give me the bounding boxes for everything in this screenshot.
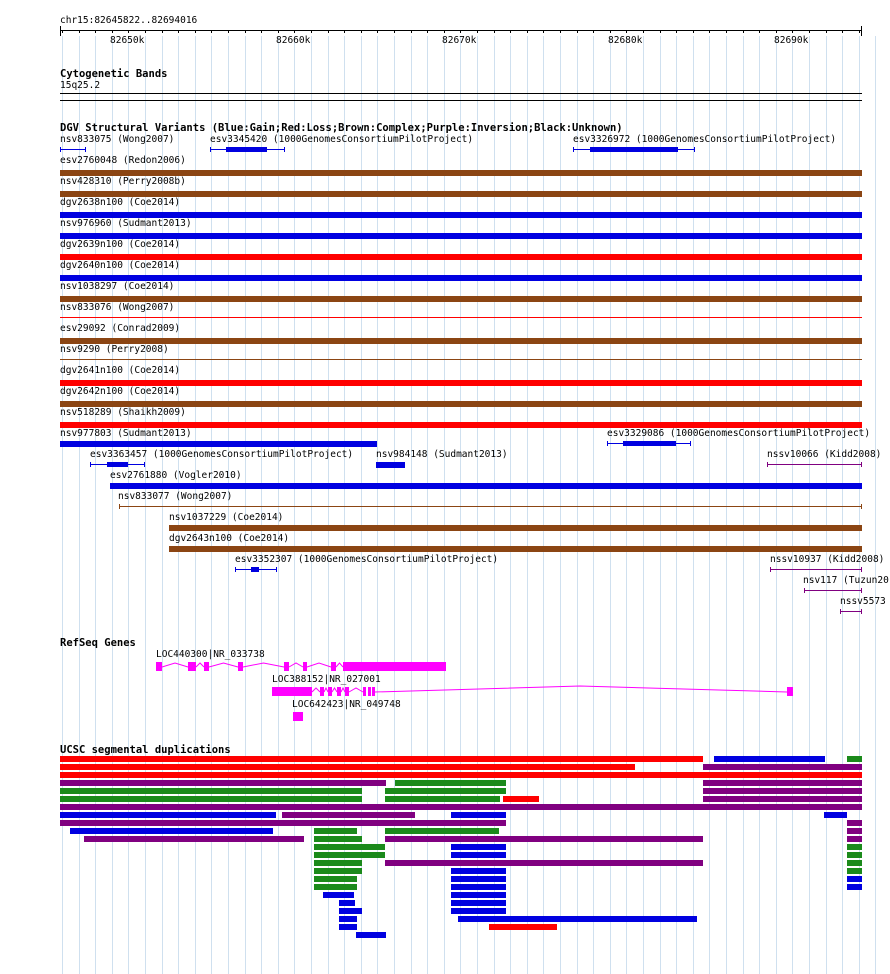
- segdup-feature[interactable]: [60, 788, 362, 794]
- segdup-feature[interactable]: [60, 772, 862, 778]
- segdup-feature[interactable]: [503, 796, 539, 802]
- segdup-feature[interactable]: [282, 812, 415, 818]
- dgv-variant-label[interactable]: nsv976960 (Sudmant2013): [60, 218, 192, 229]
- segdup-feature[interactable]: [314, 860, 362, 866]
- gene-exon[interactable]: [272, 687, 312, 696]
- gene-intron: [375, 686, 787, 692]
- dgv-variant-label[interactable]: dgv2639n100 (Coe2014): [60, 239, 181, 250]
- segdup-track-title[interactable]: UCSC segmental duplications: [60, 744, 231, 756]
- segdup-feature[interactable]: [60, 796, 362, 802]
- gene-label[interactable]: LOC388152|NR_027001: [272, 674, 381, 685]
- segdup-feature[interactable]: [60, 756, 703, 762]
- dgv-variant-label[interactable]: esv2761880 (Vogler2010): [110, 470, 242, 481]
- segdup-feature[interactable]: [60, 780, 386, 786]
- dgv-variant-label[interactable]: dgv2638n100 (Coe2014): [60, 197, 181, 208]
- dgv-variant-label[interactable]: nssv5573: [840, 596, 886, 607]
- segdup-feature[interactable]: [847, 860, 862, 866]
- gene-intron: [336, 663, 343, 667]
- cytoband-label[interactable]: 15q25.2: [60, 80, 101, 91]
- segdup-feature[interactable]: [451, 892, 506, 898]
- segdup-feature[interactable]: [356, 932, 386, 938]
- segdup-feature[interactable]: [385, 796, 500, 802]
- segdup-feature[interactable]: [395, 780, 506, 786]
- segdup-feature[interactable]: [323, 892, 354, 898]
- gene-exon[interactable]: [368, 687, 371, 696]
- segdup-feature[interactable]: [60, 764, 635, 770]
- gene-intron: [209, 663, 238, 667]
- dgv-variant-label[interactable]: dgv2642n100 (Coe2014): [60, 386, 181, 397]
- segdup-feature[interactable]: [339, 908, 362, 914]
- segdup-feature[interactable]: [60, 804, 862, 810]
- segdup-feature[interactable]: [703, 780, 862, 786]
- cytoband-track-title[interactable]: Cytogenetic Bands: [60, 68, 168, 80]
- gene-exon[interactable]: [372, 687, 375, 696]
- gene-intron: [307, 663, 331, 667]
- gene-label[interactable]: LOC440300|NR_033738: [156, 649, 265, 660]
- segdup-feature[interactable]: [451, 884, 506, 890]
- segdup-feature[interactable]: [703, 764, 862, 770]
- dgv-track-title[interactable]: DGV Structural Variants (Blue:Gain;Red:Loss;Brown:Complex;Purple:Inversion;Black:Unknown): [60, 122, 623, 134]
- dgv-variant-label[interactable]: nssv10066 (Kidd2008): [767, 449, 882, 460]
- gene-label[interactable]: LOC642423|NR_049748: [292, 699, 401, 710]
- dgv-variant-label[interactable]: nsv833075 (Wong2007): [60, 134, 175, 145]
- segdup-feature[interactable]: [385, 788, 506, 794]
- dgv-variant-label[interactable]: nsv1037229 (Coe2014): [169, 512, 284, 523]
- gene-exon[interactable]: [320, 687, 324, 696]
- segdup-feature[interactable]: [847, 876, 862, 882]
- dgv-variant-label[interactable]: nsv833077 (Wong2007): [118, 491, 233, 502]
- segdup-feature[interactable]: [314, 884, 357, 890]
- dgv-variant-label[interactable]: esv3326972 (1000GenomesConsortiumPilotProject): [573, 134, 837, 145]
- segdup-feature[interactable]: [451, 852, 506, 858]
- dgv-variant-label[interactable]: dgv2643n100 (Coe2014): [169, 533, 290, 544]
- segdup-feature[interactable]: [847, 844, 862, 850]
- region-coordinates: chr15:82645822..82694016: [60, 15, 198, 26]
- dgv-variant-label[interactable]: dgv2640n100 (Coe2014): [60, 260, 181, 271]
- ruler-tick-label: 82670k: [442, 35, 477, 46]
- ruler-tick-label: 82690k: [774, 35, 809, 46]
- segdup-feature[interactable]: [70, 828, 273, 834]
- segdup-feature[interactable]: [385, 836, 703, 842]
- segdup-feature[interactable]: [847, 828, 862, 834]
- segdup-feature[interactable]: [847, 852, 862, 858]
- dgv-variant-label[interactable]: esv3345420 (1000GenomesConsortiumPilotProject): [210, 134, 474, 145]
- segdup-feature[interactable]: [314, 876, 357, 882]
- segdup-feature[interactable]: [314, 852, 385, 858]
- ruler-tick-label: 82680k: [608, 35, 643, 46]
- segdup-feature[interactable]: [314, 868, 362, 874]
- ruler-tick-label: 82650k: [110, 35, 145, 46]
- gene-intron: [289, 663, 303, 667]
- segdup-feature[interactable]: [314, 836, 362, 842]
- gene-exon[interactable]: [787, 687, 793, 696]
- segdup-feature[interactable]: [314, 828, 357, 834]
- ruler-tick-label: 82660k: [276, 35, 311, 46]
- dgv-variant-label[interactable]: nsv117 (Tuzun20: [803, 575, 889, 586]
- segdup-feature[interactable]: [339, 924, 357, 930]
- segdup-feature[interactable]: [314, 844, 385, 850]
- segdup-feature[interactable]: [60, 812, 276, 818]
- segdup-feature[interactable]: [451, 908, 506, 914]
- segdup-feature[interactable]: [824, 812, 847, 818]
- segdup-feature[interactable]: [847, 884, 862, 890]
- segdup-feature[interactable]: [339, 900, 355, 906]
- dgv-variant-label[interactable]: nssv10937 (Kidd2008): [770, 554, 885, 565]
- segdup-feature[interactable]: [451, 900, 506, 906]
- segdup-feature[interactable]: [489, 924, 557, 930]
- dgv-variant-label[interactable]: nsv833076 (Wong2007): [60, 302, 175, 313]
- segdup-feature[interactable]: [847, 820, 862, 826]
- gene-intron: [312, 688, 320, 692]
- segdup-feature[interactable]: [714, 756, 825, 762]
- dgv-variant-label[interactable]: nsv1038297 (Coe2014): [60, 281, 175, 292]
- dgv-variant-label[interactable]: nsv977803 (Sudmant2013): [60, 428, 192, 439]
- segdup-feature[interactable]: [703, 788, 862, 794]
- segdup-feature[interactable]: [385, 828, 499, 834]
- segdup-feature[interactable]: [60, 820, 506, 826]
- dgv-variant-label[interactable]: nsv984148 (Sudmant2013): [376, 449, 508, 460]
- gene-intron: [243, 663, 284, 667]
- refseq-track-title[interactable]: RefSeq Genes: [60, 637, 136, 649]
- gene-exon[interactable]: [293, 712, 303, 721]
- segdup-feature[interactable]: [451, 876, 506, 882]
- dgv-variant-label[interactable]: nsv518289 (Shaikh2009): [60, 407, 186, 418]
- dgv-variant-label[interactable]: esv2760048 (Redon2006): [60, 155, 186, 166]
- segdup-feature[interactable]: [847, 836, 862, 842]
- gene-exon[interactable]: [328, 687, 332, 696]
- gene-exon[interactable]: [337, 687, 341, 696]
- gene-intron: [349, 688, 363, 692]
- segdup-feature[interactable]: [339, 916, 357, 922]
- gene-intron: [196, 663, 204, 667]
- gene-exon[interactable]: [363, 687, 366, 696]
- dgv-variant-label[interactable]: esv3363457 (1000GenomesConsortiumPilotProject): [90, 449, 354, 460]
- segdup-feature[interactable]: [703, 796, 862, 802]
- dgv-variant-label[interactable]: nsv428310 (Perry2008b): [60, 176, 186, 187]
- dgv-variant-label[interactable]: esv3352307 (1000GenomesConsortiumPilotProject): [235, 554, 499, 565]
- segdup-feature[interactable]: [451, 812, 506, 818]
- segdup-feature[interactable]: [84, 836, 304, 842]
- gene-exon[interactable]: [345, 687, 349, 696]
- gene-intron: [162, 663, 188, 667]
- segdup-feature[interactable]: [385, 860, 703, 866]
- segdup-feature[interactable]: [451, 844, 506, 850]
- segdup-feature[interactable]: [847, 756, 862, 762]
- dgv-variant-label[interactable]: dgv2641n100 (Coe2014): [60, 365, 181, 376]
- dgv-variant-label[interactable]: nsv9290 (Perry2008): [60, 344, 169, 355]
- dgv-variant-label[interactable]: esv29092 (Conrad2009): [60, 323, 181, 334]
- segdup-feature[interactable]: [451, 868, 506, 874]
- dgv-variant-label[interactable]: esv3329086 (1000GenomesConsortiumPilotProject): [607, 428, 871, 439]
- segdup-feature[interactable]: [847, 868, 862, 874]
- segdup-feature[interactable]: [458, 916, 697, 922]
